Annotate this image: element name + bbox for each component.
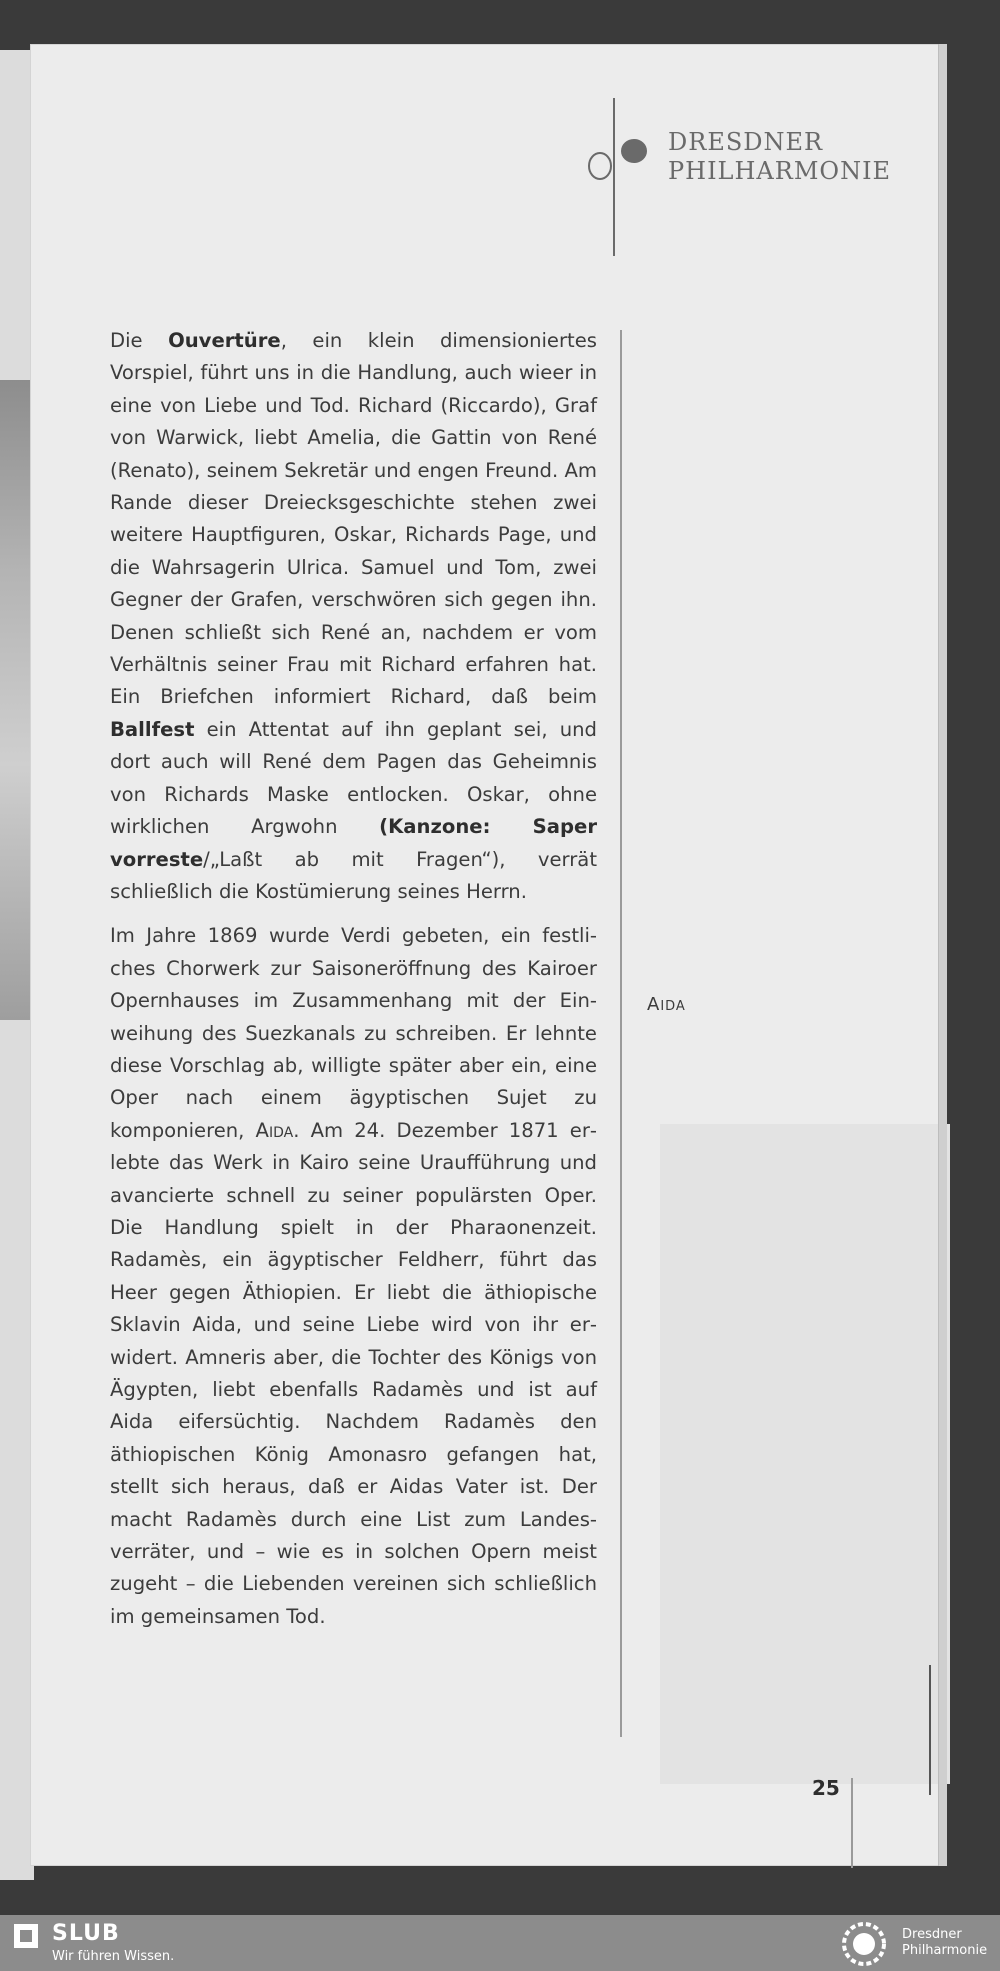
bold-term: Ballfest [110,717,195,741]
margin-note-aida: Aida [647,994,686,1015]
page-edge [938,44,947,1866]
text: Im Jahre 1869 wurde Verdi gebeten, ein festliches Chorwerk zur Saisoneröffnung des Kairoer Opernhauses im Zusammenhang mit der Einweihung des Suezkanals zu schreiben. Er lehnte diese Vorschlag ab, willigte später aber ein, eine Oper nach einem ägyptischen Sujet zu komponieren, [110,924,597,1142]
column-divider [620,330,622,1737]
text: /„Laßt ab mit Fragen“), verrät schließlich die Kostümierung seines Herrn. [110,847,597,903]
paragraph-ballo [110,325,597,908]
dp-logo-icon [580,96,660,256]
logo-line-1: DRESDNER [668,128,824,156]
logo-line-2: PHILHARMONIE [668,157,892,185]
bold-term: (Kanzone: Saper vorreste [110,815,597,871]
dresdner-philharmonie-logo [580,96,910,256]
page-number: 25 [812,1776,840,1800]
page-number-rule [851,1778,853,1868]
footer-bar [0,1915,1000,1971]
philharmonie-logo-icon[interactable] [840,1920,888,1968]
slub-name[interactable]: SLUB [52,1921,120,1946]
show-through-image [660,1124,950,1784]
small-caps-title: Aida [255,1118,294,1142]
slub-logo-icon [14,1924,38,1948]
text: , ein klein dimensioniertes Vorspiel, führt uns in die Handlung, auch wieer in eine von Liebe und Tod. Richard (Riccardo), Graf von Warwick, liebt Amelia, die Gattin von René (Renato), seinem Sekretär und engen Freund. Am Rande dieser Dreiecksgeschichte stehen zwei weitere Hauptfiguren, Oskar, Richards Page, und die Wahrsagerin Ulrica. Samuel und Tom, zwei Gegner der Grafen, verschwören sich gegen ihn. Denen schließt sich René an, nachdem er vom Verhältnis seiner Frau mit Richard erfahren hat. Ein Briefchen informiert Richard, daß beim [110,329,597,709]
article-body [110,325,597,1645]
bold-term: Ouvertüre [168,329,281,352]
text: ein Attentat auf ihn geplant sei, und dort auch will René dem Pagen das Geheimnis von Richards Maske entlocken. Oskar, ohne wirklichen Argwohn [110,717,597,839]
paragraph-aida [110,920,597,1633]
partner-line-2: Philharmonie [902,1943,988,1958]
previous-page-edge [0,50,34,1880]
edge-rule [929,1665,931,1795]
partner-line-1: Dresdner [902,1927,962,1942]
text: Die [110,329,169,352]
text: . Am 24. Dezember 1871 erlebte das Werk in Kairo seine Uraufführung und avancierte schnell zu seiner populärsten Oper. Die Handlung spielt in der Pharaonenzeit. Radamès, ein ägyptischer Feldherr, führt das Heer gegen Äthiopien. Er liebt die äthiopische Sklavin Aida, und seine Liebe wird von ihr erwidert. Amneris aber, die Tochter des Königs von Ägypten, liebt ebenfalls Radamès und ist auf Aida eifersüchtig. Nachdem Radamès den äthiopischen König Amonasro gefangen hat, stellt sich heraus, daß er Aidas Vater ist. Der macht Radamès durch eine List zum Landesverräter, und – wie es in solchen Opern meist zugeht – die Liebenden vereinen sich schließlich im gemeinsamen Tod. [110,1118,597,1628]
previous-page-photo [0,380,30,1020]
slub-tagline: Wir führen Wissen. [52,1949,175,1964]
philharmonie-name[interactable] [902,1927,987,1959]
